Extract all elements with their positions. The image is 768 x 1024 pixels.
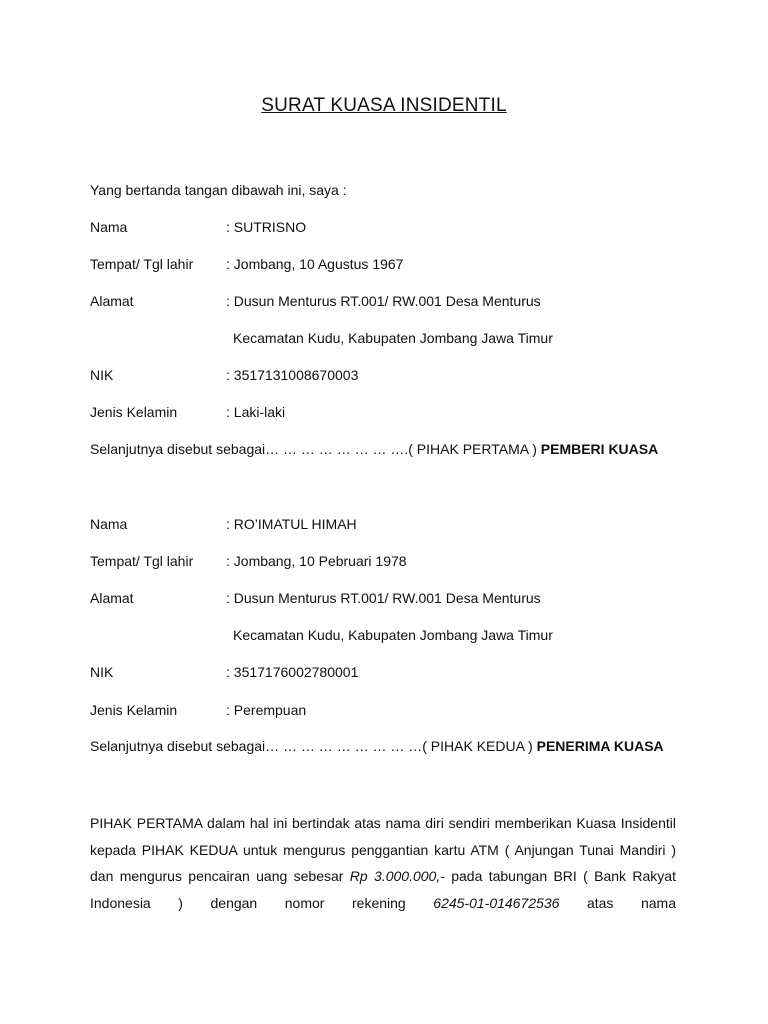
first-party-address-continuation: Kecamatan Kudu, Kabupaten Jombang Jawa Timur: [233, 330, 553, 346]
second-party-role-line: [90, 737, 664, 755]
first-party-name-value: : SUTRISNO: [226, 219, 307, 235]
second-party-gender-label: Jenis Kelamin: [90, 702, 178, 718]
second-party-name-value: : RO’IMATUL HIMAH: [226, 516, 357, 532]
body-text-2: - pada tabungan BRI ( Bank Rakyat Indonesia ) dengan nomor rekening: [90, 868, 676, 911]
second-party-birth-value: : Jombang, 10 Pebruari 1978: [226, 553, 407, 569]
body-amount: Rp 3.000.000,: [349, 868, 441, 884]
first-party-role-bold: PEMBERI KUASA: [540, 441, 659, 457]
first-party-gender-label: Jenis Kelamin: [90, 404, 178, 420]
second-party-address-value: : Dusun Menturus RT.001/ RW.001 Desa Menturus: [226, 590, 541, 606]
intro-text: Yang bertanda tangan dibawah ini, saya :: [90, 182, 347, 198]
first-party-nik-value: : 3517131008670003: [226, 367, 359, 383]
body-text-1: PIHAK PERTAMA dalam hal ini bertindak atas nama diri sendiri memberikan Kuasa Insidentil kepada PIHAK KEDUA untuk mengurus penggantian kartu ATM ( Anjungan Tunai Mandiri ) dan mengurus pencairan uang sebesar: [90, 815, 676, 884]
first-party-name-label: Nama: [90, 219, 128, 235]
first-party-role-text: Selanjutnya disebut sebagai… … … … … … … ….( PIHAK PERTAMA ): [90, 441, 541, 457]
first-party-address-label: Alamat: [90, 293, 134, 309]
second-party-name-label: Nama: [90, 516, 128, 532]
body-paragraph: [90, 810, 676, 916]
first-party-nik-label: NIK: [90, 367, 114, 383]
first-party-birth-value: : Jombang, 10 Agustus 1967: [226, 256, 404, 272]
second-party-role-bold: PENERIMA KUASA: [536, 738, 664, 754]
first-party-birth-label: Tempat/ Tgl lahir: [90, 256, 194, 272]
first-party-gender-value: : Laki-laki: [226, 404, 286, 420]
first-party-role-line: [90, 440, 658, 458]
second-party-birth-label: Tempat/ Tgl lahir: [90, 553, 194, 569]
second-party-role-text: Selanjutnya disebut sebagai… … … … … … … … …( PIHAK KEDUA ): [90, 738, 537, 754]
second-party-nik-value: : 3517176002780001: [226, 664, 359, 680]
second-party-address-continuation: Kecamatan Kudu, Kabupaten Jombang Jawa Timur: [233, 627, 553, 643]
document-title: SURAT KUASA INSIDENTIL: [261, 95, 507, 116]
body-account-number: 6245-01-014672536: [433, 894, 560, 911]
first-party-address-value: : Dusun Menturus RT.001/ RW.001 Desa Menturus: [226, 293, 541, 309]
second-party-address-label: Alamat: [90, 590, 134, 606]
second-party-nik-label: NIK: [90, 664, 114, 680]
second-party-gender-value: : Perempuan: [226, 702, 307, 718]
body-text-3: atas nama: [559, 894, 677, 911]
